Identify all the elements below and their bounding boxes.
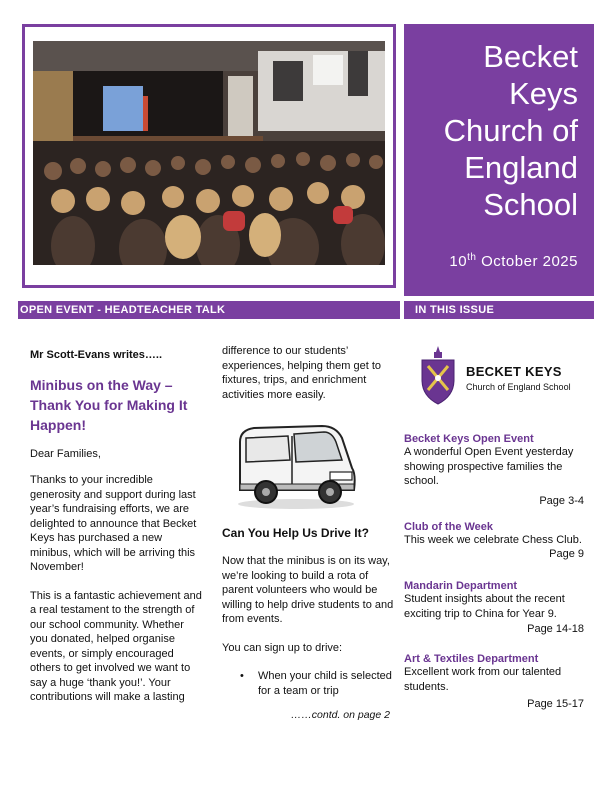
toc-item-summary: This week we celebrate Chess Club. — [404, 534, 582, 546]
section-banner-left — [18, 301, 400, 319]
toc-list — [404, 433, 584, 710]
section-banner-right-label: IN THIS ISSUE — [415, 304, 495, 316]
bullet-icon: • — [240, 670, 244, 682]
article-paragraph: Now that the minibus is on its way, we’re looking to build a rota of parent volunteers who would be willing to help drive students to and from events. — [222, 555, 394, 625]
article-column-2 — [222, 344, 394, 402]
bullet-text: When your child is selected for a team or trip — [258, 670, 392, 697]
section-banner-right — [404, 301, 594, 319]
toc-item-pages: Page 15-17 — [527, 698, 584, 710]
article-paragraph: This is a fantastic achievement and a real testament to the strength of our school community. Whether you donated, helped organise events, or simply encouraged others to get involved we want to say a huge ‘thank you!’. Your contributions will make a lasting — [30, 589, 202, 703]
toc-item-title: Becket Keys Open Event — [404, 433, 534, 445]
minibus-illustration — [232, 412, 360, 512]
logo-subtitle: Church of England School — [466, 382, 571, 392]
article-paragraph: Thanks to your incredible generosity and support during last year’s fundraising efforts, we are delighted to announce that Becket Keys has purchased a new minibus, which will be arriving this November! — [30, 474, 197, 573]
article-headline: Minibus on the Way – Thank You for Making It Happen! — [30, 376, 188, 433]
bullet-item — [222, 669, 394, 698]
issue-date — [449, 252, 578, 270]
section-banner-left-label: OPEN EVENT - HEADTEACHER TALK — [20, 304, 226, 316]
toc-item-title: Art & Textiles Department — [404, 653, 539, 665]
hero-photo-frame — [22, 24, 396, 288]
article-paragraph: You can sign up to drive: — [222, 641, 343, 654]
toc-item-pages: Page 14-18 — [527, 623, 584, 635]
toc-item-summary: Excellent work from our talented students. — [404, 666, 562, 693]
school-logo — [418, 344, 578, 406]
toc-item[interactable] — [404, 521, 584, 580]
toc-item[interactable] — [404, 580, 584, 653]
hero-photo — [33, 41, 385, 265]
continued-note: ……contd. on page 2 — [290, 709, 390, 721]
school-name-line: Church of — [443, 113, 578, 148]
date-day: 10 — [449, 253, 468, 270]
toc-item-summary: A wonderful Open Event yesterday showing prospective families the school. — [404, 446, 574, 487]
school-name-line: School — [483, 187, 578, 222]
school-name-line: Keys — [509, 76, 578, 111]
article-column-2-lower — [222, 526, 394, 723]
greeting: Dear Families, — [30, 447, 101, 460]
school-name — [444, 38, 578, 223]
article-subheading: Can You Help Us Drive It? — [222, 526, 369, 540]
date-suffix: th — [467, 252, 477, 263]
toc-item[interactable] — [404, 653, 584, 710]
toc-item-summary: Student insights about the recent exciting trip to China for Year 9. — [404, 593, 565, 620]
school-name-line: Becket — [483, 39, 578, 74]
byline: Mr Scott-Evans writes….. — [30, 349, 163, 361]
toc-item-pages: Page 3-4 — [539, 494, 584, 507]
logo-name: BECKET KEYS — [466, 364, 562, 379]
date-month-year: October 2025 — [481, 253, 578, 270]
toc-item-title: Club of the Week — [404, 521, 494, 533]
toc-item-pages: Page 9 — [549, 547, 584, 560]
toc-item[interactable] — [404, 433, 584, 521]
school-name-line: England — [464, 150, 578, 185]
crest-icon — [418, 344, 458, 406]
toc-item-title: Mandarin Department — [404, 580, 518, 592]
article-column-1 — [30, 348, 202, 705]
masthead-title-box — [404, 24, 594, 296]
article-paragraph: difference to our students’ experiences, helping them get to fixtures, trips, and enrichment activities more easily. — [222, 345, 381, 401]
